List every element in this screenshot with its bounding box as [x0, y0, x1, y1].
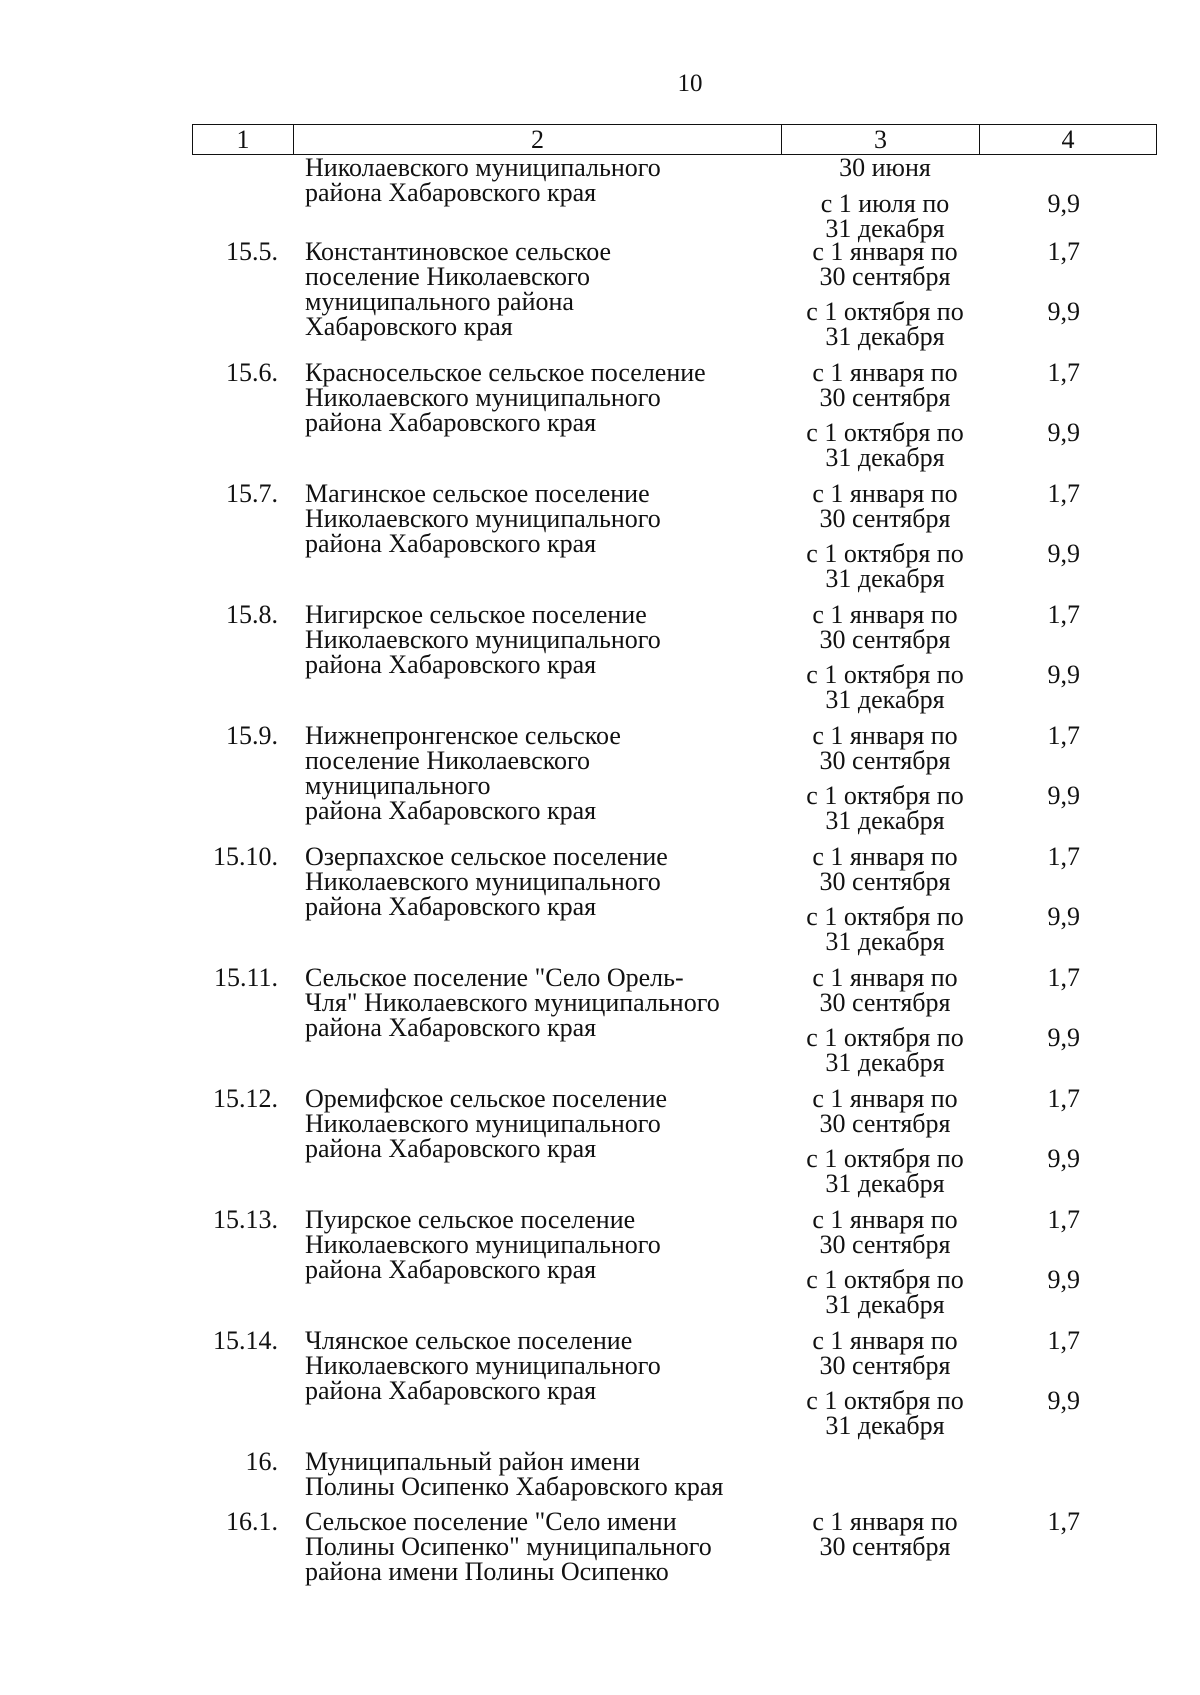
- row-number: 16.1.: [226, 1507, 278, 1536]
- period-from: с 1 января по: [812, 1084, 958, 1113]
- rate-value: 1,7: [1047, 237, 1080, 266]
- periods: [785, 842, 1080, 964]
- name-line: Магинское сельское поселение: [305, 479, 650, 508]
- table-row: [0, 481, 1200, 602]
- name-line: района имени Полины Осипенко: [305, 1557, 669, 1586]
- period-cell: [785, 358, 1080, 420]
- period-cell: [785, 721, 1080, 783]
- name-line: Николаевского муниципального: [305, 1109, 661, 1138]
- row-number: 15.9.: [226, 721, 278, 750]
- name-line: муниципального: [305, 771, 491, 800]
- name-line: Пуирское сельское поселение: [305, 1205, 636, 1234]
- table-header: [192, 124, 1157, 155]
- name-line: Хабаровского края: [305, 312, 513, 341]
- period-to: 30 сентября: [819, 262, 951, 291]
- period-from: с 1 января по: [812, 237, 958, 266]
- period-cell: [785, 781, 1080, 843]
- table-row: [0, 1328, 1200, 1449]
- name-line: района Хабаровского края: [305, 1376, 597, 1405]
- rate-value: 9,9: [1047, 1023, 1080, 1052]
- rate-value: 1,7: [1047, 358, 1080, 387]
- rate-value: 1,7: [1047, 721, 1080, 750]
- period-cell: [785, 1326, 1080, 1388]
- rate-value: 1,7: [1047, 1084, 1080, 1113]
- period-to: 30 сентября: [819, 1109, 951, 1138]
- header-col-2: 2: [294, 125, 782, 154]
- name-line: района Хабаровского края: [305, 178, 597, 207]
- period-from: с 1 января по: [812, 1507, 958, 1536]
- period-cell: [785, 237, 1080, 299]
- row-number: 15.10.: [213, 842, 278, 871]
- settlement-name: [305, 360, 775, 435]
- period-from: с 1 октября по: [806, 539, 964, 568]
- settlement-name: [305, 965, 775, 1040]
- period-from: с 1 октября по: [806, 418, 964, 447]
- row-number: 15.6.: [226, 358, 278, 387]
- name-line: Сельское поселение "Село имени: [305, 1507, 677, 1536]
- periods: [785, 237, 1080, 359]
- period-from: с 1 июля по: [820, 189, 950, 218]
- period-from: с 1 января по: [812, 358, 958, 387]
- table-row: [0, 1207, 1200, 1328]
- rate-value: 9,9: [1047, 660, 1080, 689]
- period-from: с 1 октября по: [806, 1386, 964, 1415]
- periods: [785, 479, 1080, 601]
- name-line: района Хабаровского края: [305, 1013, 597, 1042]
- period-cell: [785, 1507, 1080, 1569]
- rate-value: 1,7: [1047, 842, 1080, 871]
- row-number: 15.8.: [226, 600, 278, 629]
- rate-value: 1,7: [1047, 1507, 1080, 1536]
- name-line: Полины Осипенко Хабаровского края: [305, 1472, 724, 1501]
- table-row: [0, 1449, 1200, 1509]
- period-cell: [785, 1144, 1080, 1206]
- rate-value: 9,9: [1047, 539, 1080, 568]
- name-line: Николаевского муниципального: [305, 153, 661, 182]
- period-cell: [785, 1023, 1080, 1085]
- settlement-name: [305, 481, 775, 556]
- period-from: с 1 января по: [812, 963, 958, 992]
- settlement-name: [305, 1086, 775, 1161]
- period-from: с 1 января по: [812, 479, 958, 508]
- rate-value: 1,7: [1047, 963, 1080, 992]
- name-line: района Хабаровского края: [305, 796, 597, 825]
- period-cell: [785, 660, 1080, 722]
- period-to: 31 декабря: [825, 322, 945, 351]
- periods: [785, 358, 1080, 480]
- period-to: 30 сентября: [819, 746, 951, 775]
- settlement-name: [305, 723, 775, 823]
- name-line: поселение Николаевского: [305, 262, 591, 291]
- name-line: района Хабаровского края: [305, 408, 597, 437]
- periods: [785, 963, 1080, 1085]
- period-to: 31 декабря: [825, 214, 945, 243]
- row-number: 15.12.: [213, 1084, 278, 1113]
- periods: [785, 153, 1080, 243]
- settlement-name: [305, 1328, 775, 1403]
- period-to: 31 декабря: [825, 685, 945, 714]
- row-number: 15.11.: [213, 963, 278, 992]
- period-to: 31 декабря: [825, 1411, 945, 1440]
- rate-value: 9,9: [1047, 297, 1080, 326]
- row-number: 15.5.: [226, 237, 278, 266]
- name-line: Николаевского муниципального: [305, 504, 661, 533]
- period-cell: [785, 189, 1080, 243]
- name-line: Нигирское сельское поселение: [305, 600, 647, 629]
- rate-value: 1,7: [1047, 479, 1080, 508]
- period-to: 30 сентября: [819, 383, 951, 412]
- name-line: Николаевского муниципального: [305, 867, 661, 896]
- table-row: [0, 1086, 1200, 1207]
- periods: [785, 721, 1080, 843]
- row-number: 16.: [245, 1447, 278, 1476]
- period-to: 31 декабря: [825, 927, 945, 956]
- period-to: 30 сентября: [819, 1230, 951, 1259]
- period-to: 30 сентября: [819, 504, 951, 533]
- period-from: с 1 октября по: [806, 781, 964, 810]
- table-row: [0, 1509, 1200, 1599]
- rate-value: 9,9: [1047, 902, 1080, 931]
- header-col-4: 4: [1061, 125, 1075, 154]
- period-cell: [785, 479, 1080, 541]
- period-from: с 1 января по: [812, 1326, 958, 1355]
- table-row: [0, 965, 1200, 1086]
- settlement-name: [305, 844, 775, 919]
- settlement-name: [305, 1509, 775, 1584]
- rate-value: 9,9: [1047, 189, 1080, 218]
- period-from: с 1 января по: [812, 842, 958, 871]
- name-line: Сельское поселение "Село Орель-: [305, 963, 684, 992]
- name-line: района Хабаровского края: [305, 892, 597, 921]
- page-number: 10: [677, 70, 703, 97]
- period-to: 30 сентября: [819, 1532, 951, 1561]
- period-from: с 1 октября по: [806, 660, 964, 689]
- rate-value: 1,7: [1047, 1205, 1080, 1234]
- period-to: 30 июня: [839, 153, 931, 182]
- table-row: [0, 602, 1200, 723]
- name-line: Николаевского муниципального: [305, 1351, 661, 1380]
- period-cell: [785, 963, 1080, 1025]
- period-to: 30 сентября: [819, 625, 951, 654]
- period-to: 31 декабря: [825, 564, 945, 593]
- rate-value: 1,7: [1047, 1326, 1080, 1355]
- period-cell: [785, 297, 1080, 359]
- table-row: [0, 723, 1200, 844]
- period-from: с 1 января по: [812, 1205, 958, 1234]
- name-line: Константиновское сельское: [305, 237, 612, 266]
- period-cell: [785, 842, 1080, 904]
- name-line: района Хабаровского края: [305, 650, 597, 679]
- name-line: Николаевского муниципального: [305, 383, 661, 412]
- header-col-1: 1: [193, 125, 294, 154]
- period-cell: [785, 1386, 1080, 1448]
- period-from: с 1 октября по: [806, 1265, 964, 1294]
- period-to: 30 сентября: [819, 867, 951, 896]
- name-line: района Хабаровского края: [305, 1255, 597, 1284]
- period-to: 31 декабря: [825, 806, 945, 835]
- name-line: Оремифское сельское поселение: [305, 1084, 668, 1113]
- period-to: 31 декабря: [825, 1290, 945, 1319]
- name-line: Николаевского муниципального: [305, 1230, 661, 1259]
- table-row: [0, 844, 1200, 965]
- period-from: с 1 января по: [812, 721, 958, 750]
- table-body: [0, 155, 1200, 1599]
- row-number: 15.14.: [213, 1326, 278, 1355]
- rate-value: 1,7: [1047, 600, 1080, 629]
- periods: [785, 1507, 1080, 1569]
- settlement-name: [305, 1449, 775, 1499]
- period-cell: [785, 600, 1080, 662]
- rate-value: 9,9: [1047, 1144, 1080, 1173]
- rate-value: 9,9: [1047, 781, 1080, 810]
- rate-value: 9,9: [1047, 418, 1080, 447]
- name-line: Николаевского муниципального: [305, 625, 661, 654]
- period-cell: [785, 1084, 1080, 1146]
- table-row-continuation: [0, 153, 1200, 243]
- settlement-name: [305, 602, 775, 677]
- period-to: 31 декабря: [825, 1169, 945, 1198]
- period-from: с 1 октября по: [806, 1023, 964, 1052]
- header-col-3: 3: [782, 125, 980, 154]
- rows-container: [0, 239, 1200, 1599]
- period-to: 30 сентября: [819, 988, 951, 1017]
- name-line: Члянское сельское поселение: [305, 1326, 633, 1355]
- name-line: Нижнепронгенское сельское: [305, 721, 621, 750]
- rate-value: 9,9: [1047, 1386, 1080, 1415]
- period-cell: [785, 418, 1080, 480]
- table-row: [0, 239, 1200, 360]
- period-from: с 1 октября по: [806, 902, 964, 931]
- name-line: поселение Николаевского: [305, 746, 591, 775]
- periods: [785, 1084, 1080, 1206]
- settlement-name: [305, 1207, 775, 1282]
- period-from: с 1 октября по: [806, 1144, 964, 1173]
- settlement-name: [305, 155, 775, 205]
- name-line: муниципального района: [305, 287, 574, 316]
- rate-value: 9,9: [1047, 1265, 1080, 1294]
- name-line: района Хабаровского края: [305, 1134, 597, 1163]
- row-number: 15.13.: [213, 1205, 278, 1234]
- name-line: Муниципальный район имени: [305, 1447, 641, 1476]
- period-cell: [785, 155, 985, 191]
- periods: [785, 1205, 1080, 1327]
- table-row: [0, 360, 1200, 481]
- periods: [785, 1326, 1080, 1448]
- period-cell: [785, 539, 1080, 601]
- period-to: 31 декабря: [825, 1048, 945, 1077]
- period-cell: [785, 1205, 1080, 1267]
- periods: [785, 600, 1080, 722]
- name-line: Полины Осипенко" муниципального: [305, 1532, 712, 1561]
- name-line: Красносельское сельское поселение: [305, 358, 706, 387]
- period-cell: [785, 1265, 1080, 1327]
- period-from: с 1 октября по: [806, 297, 964, 326]
- name-line: Чля" Николаевского муниципального: [305, 988, 720, 1017]
- period-to: 30 сентября: [819, 1351, 951, 1380]
- period-from: с 1 января по: [812, 600, 958, 629]
- name-line: Озерпахское сельское поселение: [305, 842, 668, 871]
- settlement-name: [305, 239, 775, 339]
- row-number: 15.7.: [226, 479, 278, 508]
- period-cell: [785, 902, 1080, 964]
- period-to: 31 декабря: [825, 443, 945, 472]
- name-line: района Хабаровского края: [305, 529, 597, 558]
